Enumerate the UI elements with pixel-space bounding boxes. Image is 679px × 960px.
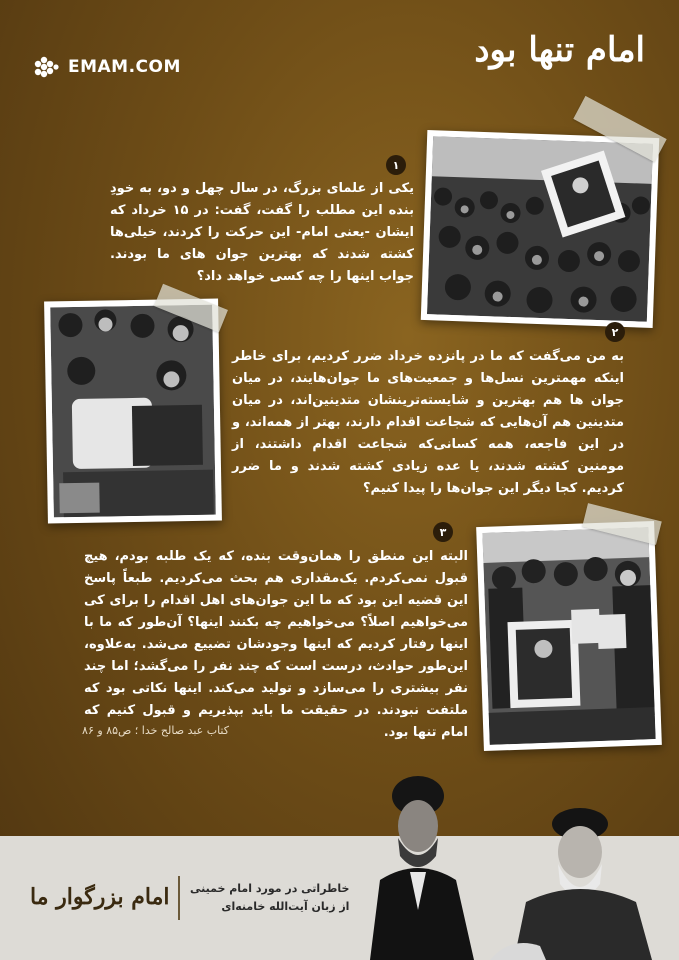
protest-crowd-photo [421,130,659,328]
site-logo[interactable] [32,56,181,78]
footer-caption [190,880,349,916]
section-number-3: ۳ [433,522,453,542]
section-1-text: یکی از علمای بزرگ، در سال چهل و دو، به خودِ بنده این مطلب را گفت، گفت: در ۱۵ خرداد که ایشان -یعنی امام- این حرکت را کردند، خیلی‌ها کشته شدند که بهترین جوان های ما بودند. جواب اینها را چه کسی خواهد داد؟ [110,181,414,284]
footer-brand: امام بزرگوار ما [30,884,170,910]
logo-text: EMAM.COM [68,57,181,77]
leaders-portrait-illustration [340,760,670,960]
footer-divider [178,876,180,920]
section-3-text: البته این منطق را همان‌وقت بنده، که یک طلبه بودم، هیچ قبول نمی‌کردم. یک‌مقداری هم بحث می‌کردیم. طبعاً پاسخ این قضیه این بود که ما این جوان‌های اهل اقدام را برای کی می‌خواهیم اصلاً؟ می‌خواهیم چه بکنند اینها؟ آن‌طور که ما با اینها رفتار کردیم که اینها وجودشان تضییع می‌شد. به‌علاوه، این‌طور حوادث، درست است که چند نفر را می‌گشد؛ اما چند نفر بیشتری را می‌سازد و تولید می‌کند. اینها نکاتی بود که ملتفت نبودند. در حقیقت ما باید بپذیریم و قبول کنیم که امام تنها بود. [84,549,468,740]
footer-caption-line2: از زبان آیت‌الله خامنه‌ای [221,900,350,913]
section-number-2: ۲ [605,322,625,342]
section-number-1: ۱ [386,155,406,175]
women-protest-photo [476,521,662,751]
logo-flower-icon [32,56,64,78]
portrait-left [370,776,474,960]
portrait-right [490,808,652,960]
section-2-text: به من می‌گفت که ما در پانزده خرداد ضرر کردیم، برای خاطر اینکه مهمترین نسل‌ها و جمعیت‌های ما جوان‌هایند، در میان جوان ها هم بهترین و شایسته‌ترینشان متدینین‌اند، در میان متدینین هم آن‌هایی که شجاعت اقدام دارند، بهتر از همه‌اند، و در این فاجعه، همه کسانی‌که شجاعت اقدام داشتند، از مومنین کشته شدند، یا عده زیادی کشته شدند و ما ضرر کردیم. کجا دیگر این جوان‌ها را پیدا کنیم؟ [232,349,624,496]
source-citation: کتاب عبد صالح خدا ؛ ص۸۵ و ۸۶ [82,724,229,737]
footer-caption-line1: خاطراتی در مورد امام خمینی [190,882,350,895]
page-title: امام تنها بود [474,30,645,70]
mourners-photo [44,298,222,523]
